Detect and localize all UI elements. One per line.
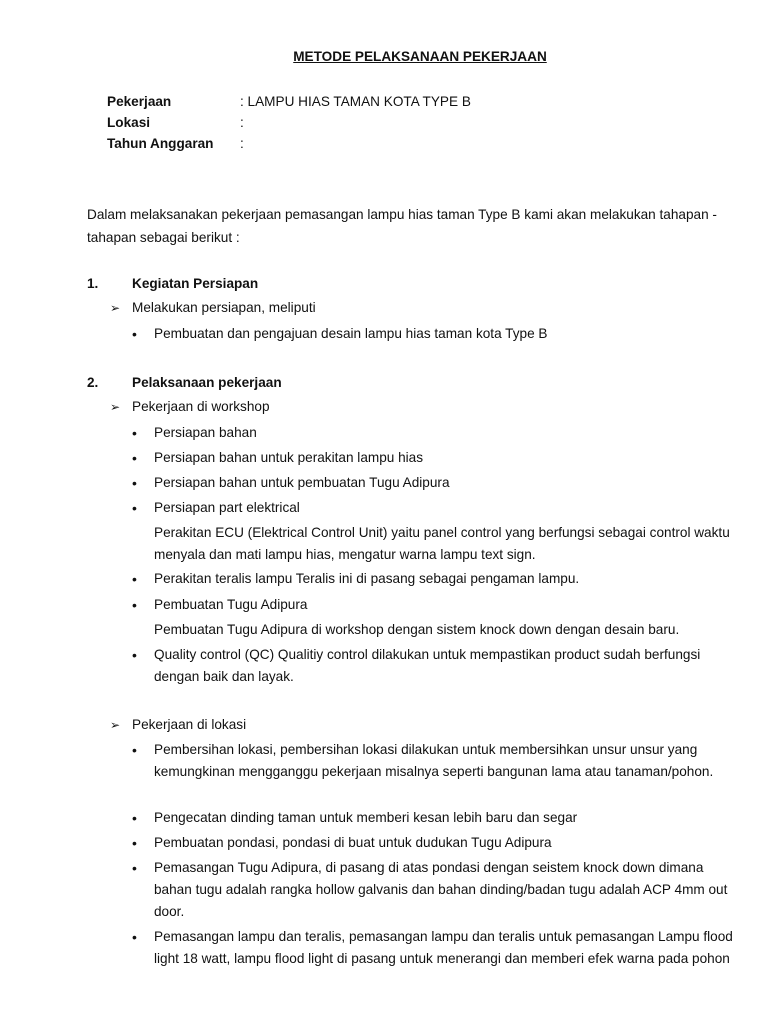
bullet-icon: • xyxy=(132,647,137,663)
document-title: METODE PELAKSANAAN PEKERJAAN xyxy=(293,49,547,64)
meta-row-lokasi xyxy=(107,112,471,133)
arrow-bullet-icon: ➢ xyxy=(110,400,121,414)
meta-label: Pekerjaan xyxy=(107,94,172,109)
arrow-bullet-icon: ➢ xyxy=(110,301,121,315)
group-heading-lokasi: Pekerjaan di lokasi xyxy=(132,717,247,732)
section-2-title: Pelaksanaan pekerjaan xyxy=(132,375,282,390)
meta-label: Tahun Anggaran xyxy=(107,136,214,151)
bullet-icon: • xyxy=(132,500,137,516)
intro-paragraph: Dalam melaksanakan pekerjaan pemasangan lampu hias taman Type B kami akan melakukan tahapan - tahapan sebagai berikut : xyxy=(87,207,717,245)
list-item: Pembuatan Tugu Adipura xyxy=(154,597,308,612)
list-item: Perakitan teralis lampu Teralis ini di pasang sebagai pengaman lampu. xyxy=(154,571,580,586)
bullet-icon: • xyxy=(132,475,137,491)
list-item: Persiapan bahan untuk perakitan lampu hias xyxy=(154,450,424,465)
arrow-bullet-icon: ➢ xyxy=(110,718,121,732)
meta-row-tahun-anggaran xyxy=(107,133,471,154)
section-2-number: 2. xyxy=(87,375,99,390)
list-item: Pemasangan Tugu Adipura, di pasang di atas pondasi dengan seistem knock down dimana bahan tugu adalah rangka hollow galvanis dan bahan dinding/badan tugu adalah ACP 4mm out door. xyxy=(154,860,728,919)
bullet-icon: • xyxy=(132,450,137,466)
meta-value: : xyxy=(240,115,244,130)
list-item: Persiapan bahan xyxy=(154,425,257,440)
bullet-icon: • xyxy=(132,571,137,587)
section-1-number: 1. xyxy=(87,276,99,291)
list-item: Pembuatan pondasi, pondasi di buat untuk dudukan Tugu Adipura xyxy=(154,835,552,850)
bullet-icon: • xyxy=(132,742,137,758)
bullet-icon: • xyxy=(132,597,137,613)
bullet-icon: • xyxy=(132,835,137,851)
list-item: Pembersihan lokasi, pembersihan lokasi dilakukan untuk membersihkan unsur unsur yang kemungkinan mengganggu pekerjaan misalnya seperti bangunan lama atau tanaman/pohon. xyxy=(154,742,714,779)
list-item: Persiapan part elektrical xyxy=(154,500,300,515)
meta-label: Lokasi xyxy=(107,115,151,130)
item-note: Perakitan ECU (Elektrical Control Unit) yaitu panel control yang berfungsi sebagai control waktu menyala dan mati lampu hias, mengatur warna lampu text sign. xyxy=(154,525,730,562)
meta-value: : xyxy=(240,136,244,151)
item-note: Pembuatan Tugu Adipura di workshop dengan sistem knock down dengan desain baru. xyxy=(154,622,680,637)
bullet-icon: • xyxy=(132,860,137,876)
meta-value: : LAMPU HIAS TAMAN KOTA TYPE B xyxy=(240,94,471,109)
group-heading-persiapan: Melakukan persiapan, meliputi xyxy=(132,300,316,315)
meta-row-pekerjaan xyxy=(107,91,471,112)
list-item: Quality control (QC) Qualitiy control dilakukan untuk mempastikan product sudah berfungsi dengan baik dan layak. xyxy=(154,647,701,684)
bullet-icon: • xyxy=(132,929,137,945)
meta-block xyxy=(107,91,471,154)
list-item: Persiapan bahan untuk pembuatan Tugu Adipura xyxy=(154,475,450,490)
bullet-icon: • xyxy=(132,326,137,342)
section-1-title: Kegiatan Persiapan xyxy=(132,276,259,291)
list-item: Pemasangan lampu dan teralis, pemasangan lampu dan teralis untuk pemasangan Lampu flood light 18 watt, lampu flood light di pasang untuk menerangi dan memberi efek warna pada pohon xyxy=(154,929,733,966)
list-item: Pengecatan dinding taman untuk memberi kesan lebih baru dan segar xyxy=(154,810,578,825)
bullet-icon: • xyxy=(132,425,137,441)
bullet-icon: • xyxy=(132,810,137,826)
list-item: Pembuatan dan pengajuan desain lampu hias taman kota Type B xyxy=(154,326,548,341)
group-heading-workshop: Pekerjaan di workshop xyxy=(132,399,270,414)
